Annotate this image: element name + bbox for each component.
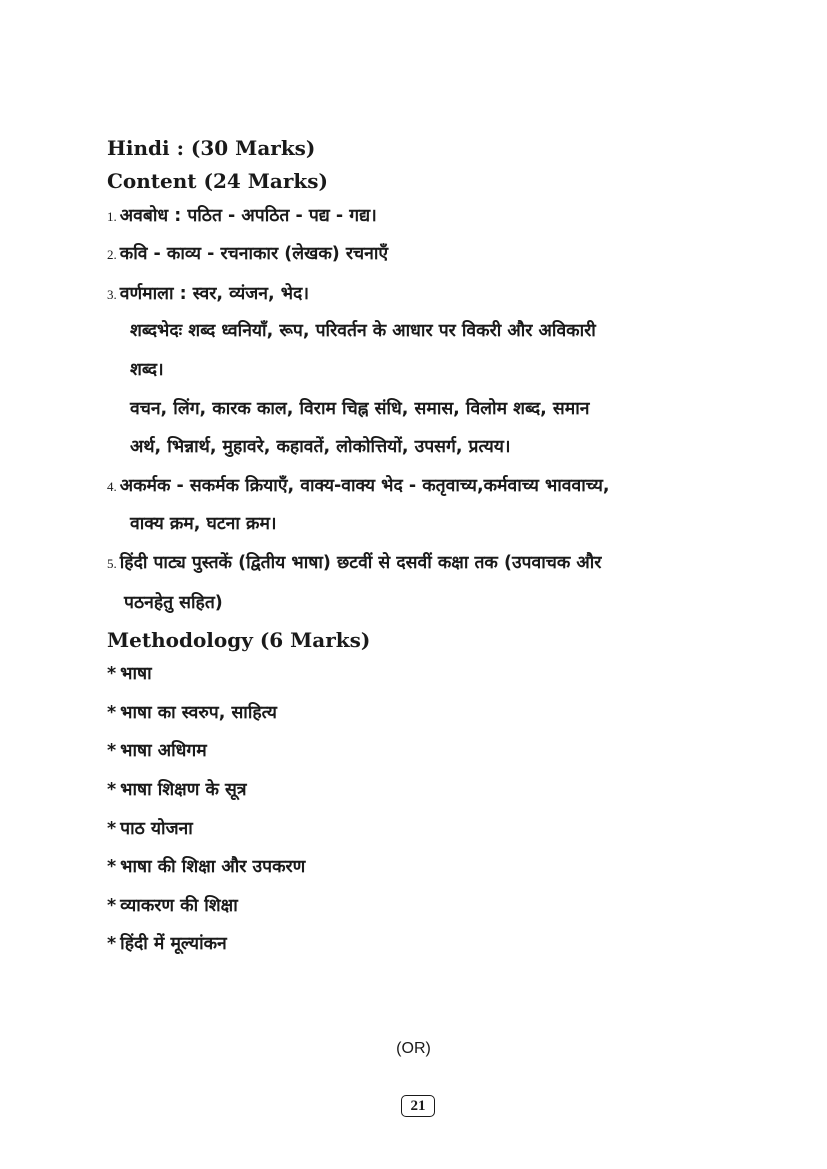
or-label: (OR) bbox=[396, 1040, 431, 1057]
item-text: अवबोध : पठित - अपठित - पद्य - गद्य। bbox=[119, 206, 377, 226]
item-3-line-3: शब्द। bbox=[130, 360, 164, 380]
bullet-symbol: * bbox=[107, 703, 117, 723]
item-number: 3. bbox=[107, 287, 117, 302]
methodology-item bbox=[107, 777, 246, 801]
methodology-item bbox=[107, 816, 193, 840]
methodology-item bbox=[107, 854, 305, 878]
methodology-item bbox=[107, 931, 227, 955]
item-number: 2. bbox=[107, 247, 117, 262]
content-item-2 bbox=[107, 241, 388, 265]
page-number: 21 bbox=[401, 1095, 435, 1117]
bullet-symbol: * bbox=[107, 819, 117, 839]
item-number: 1. bbox=[107, 209, 117, 224]
methodology-item-text: भाषा की शिक्षा और उपकरण bbox=[120, 857, 306, 877]
methodology-item-text: पाठ योजना bbox=[120, 819, 193, 839]
item-text: हिंदी पाट्य पुस्तकें (द्वितीय भाषा) छटवीं से दसवीं कक्षा तक (उपवाचक और bbox=[119, 553, 602, 573]
item-text: अकर्मक - सकर्मक क्रियाएँ, वाक्य-वाक्य भेद - कतृवाच्य,कर्मवाच्य भाववाच्य, bbox=[119, 476, 610, 496]
bullet-symbol: * bbox=[107, 857, 117, 877]
item-3-line-4: वचन, लिंग, कारक काल, विराम चिह्न संधि, समास, विलोम शब्द, समान bbox=[130, 399, 590, 419]
methodology-item bbox=[107, 661, 152, 685]
item-text: कवि - काव्य - रचनाकार (लेखक) रचनाएँ bbox=[119, 244, 389, 264]
item-3-line-5: अर्थ, भिन्नार्थ, मुहावरे, कहावतें, लोकोत्तियों, उपसर्ग, प्रत्यय। bbox=[130, 437, 511, 457]
content-item-5 bbox=[107, 550, 601, 574]
item-4-line-2: वाक्य क्रम, घटना क्रम। bbox=[130, 514, 277, 534]
content-item-4 bbox=[107, 473, 610, 497]
item-5-line-2: पठनहेतु सहित) bbox=[124, 593, 223, 613]
bullet-symbol: * bbox=[107, 780, 117, 800]
item-number: 5. bbox=[107, 556, 117, 571]
methodology-item-text: हिंदी में मूल्यांकन bbox=[120, 934, 227, 954]
content-heading: Content (24 Marks) bbox=[107, 169, 328, 193]
methodology-item bbox=[107, 893, 238, 917]
methodology-item bbox=[107, 700, 277, 724]
methodology-item-text: भाषा bbox=[120, 664, 152, 684]
bullet-symbol: * bbox=[107, 934, 117, 954]
hindi-heading: Hindi : (30 Marks) bbox=[107, 136, 316, 160]
item-text: वर्णमाला : स्वर, व्यंजन, भेद। bbox=[119, 284, 309, 304]
methodology-item-text: भाषा अधिगम bbox=[120, 741, 207, 761]
methodology-heading: Methodology (6 Marks) bbox=[107, 628, 371, 652]
item-number: 4. bbox=[107, 479, 117, 494]
methodology-item bbox=[107, 738, 207, 762]
bullet-symbol: * bbox=[107, 896, 117, 916]
item-3-line-2: शब्दभेदः शब्द ध्वनियाँ, रूप, परिवर्तन के आधार पर विकरी और अविकारी bbox=[130, 321, 596, 341]
bullet-symbol: * bbox=[107, 664, 117, 684]
bullet-symbol: * bbox=[107, 741, 117, 761]
methodology-item-text: व्याकरण की शिक्षा bbox=[120, 896, 238, 916]
methodology-item-text: भाषा शिक्षण के सूत्र bbox=[120, 780, 247, 800]
content-item-1 bbox=[107, 203, 377, 227]
methodology-item-text: भाषा का स्वरुप, साहित्य bbox=[120, 703, 277, 723]
content-item-3 bbox=[107, 281, 309, 305]
